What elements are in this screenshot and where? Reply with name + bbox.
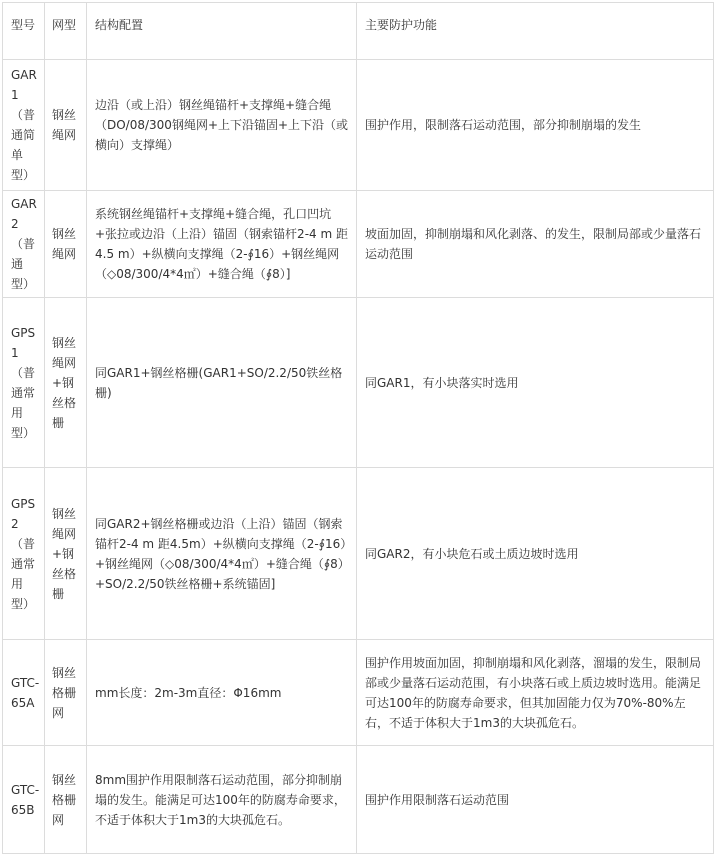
table-header-row xyxy=(3,3,714,60)
table-row xyxy=(3,298,714,468)
structure-text: 8mm围护作用限制落石运动范围，部分抑制崩塌的发生。能满足可达100年的防腐寿命要求，不适于体积大于1m3的大块孤危石。 xyxy=(95,772,346,827)
model-text: GAR1（普通简单型） xyxy=(11,68,37,182)
cell-model xyxy=(3,640,45,746)
structure-text: 同GAR2+钢丝格栅或边沿（上沿）锚固（钢索锚杆2-4 m 距4.5m）+纵横向支撑绳（2-∮16）+钢丝绳网（◇08/300/4*4㎡）+缝合绳（∮8）+SO/2.2/50铁丝格栅+系统锚固] xyxy=(95,516,350,591)
cell-function xyxy=(357,468,714,640)
cell-net xyxy=(45,298,87,468)
cell-net xyxy=(45,640,87,746)
spec-table xyxy=(2,2,714,854)
header-net-text: 网型 xyxy=(52,18,77,32)
cell-net xyxy=(45,468,87,640)
net-text: 钢丝格栅网 xyxy=(52,772,77,827)
function-text: 围护作用坡面加固，抑制崩塌和风化剥落，溜塌的发生，限制局部或少量落石运动范围，有小块落石或上质边坡时选用。能满足可达100年的防腐寿命要求，但其加固能力仅为70%-80%左右，不适于体积大于1m3的大块孤危石。 xyxy=(365,655,702,730)
cell-net xyxy=(45,191,87,298)
structure-text: 系统钢丝绳锚杆+支撑绳+缝合绳，孔口凹坑+张拉或边沿（上沿）锚固（钢索锚杆2-4 m 距4.5 m）+纵横向支撑绳（2-∮16）+钢丝绳网（◇08/300/4*4㎡）+缝合绳（∮8）] xyxy=(95,207,348,281)
cell-model xyxy=(3,60,45,191)
cell-function xyxy=(357,60,714,191)
header-function xyxy=(357,3,714,60)
header-model xyxy=(3,3,45,60)
header-structure xyxy=(87,3,357,60)
cell-function xyxy=(357,298,714,468)
cell-model xyxy=(3,746,45,854)
cell-structure xyxy=(87,60,357,191)
cell-function xyxy=(357,191,714,298)
cell-model xyxy=(3,191,45,298)
net-text: 钢丝绳网+钢丝格栅 xyxy=(52,335,77,430)
table-row xyxy=(3,468,714,640)
function-text: 同GAR1，有小块落实时选用 xyxy=(365,375,519,390)
cell-model xyxy=(3,298,45,468)
model-text: GTC-65A xyxy=(11,675,40,710)
table-row xyxy=(3,60,714,191)
model-text: GAR2（普通型） xyxy=(11,197,37,291)
table-row xyxy=(3,640,714,746)
cell-structure xyxy=(87,468,357,640)
header-structure-text: 结构配置 xyxy=(95,18,144,32)
cell-net xyxy=(45,60,87,191)
net-text: 钢丝绳网+钢丝格栅 xyxy=(52,506,77,601)
structure-text: 边沿（或上沿）钢丝绳锚杆+支撑绳+缝合绳（DO/08/300钢绳网+上下沿锚固+上下沿（或横向）支撑绳） xyxy=(95,98,349,152)
function-text: 围护作用限制落石运动范围 xyxy=(365,792,510,807)
model-text: GPS1（普通常用型） xyxy=(11,325,36,440)
cell-structure xyxy=(87,298,357,468)
cell-structure xyxy=(87,746,357,854)
cell-structure xyxy=(87,191,357,298)
table-row xyxy=(3,191,714,298)
model-text: GTC-65B xyxy=(11,782,40,817)
cell-model xyxy=(3,468,45,640)
net-text: 钢丝绳网 xyxy=(52,108,77,142)
model-text: GPS2（普通常用型） xyxy=(11,496,36,611)
table-row xyxy=(3,746,714,854)
net-text: 钢丝格栅网 xyxy=(52,665,77,720)
cell-structure xyxy=(87,640,357,746)
function-text: 同GAR2，有小块危石或土质边坡时选用 xyxy=(365,546,579,561)
header-model-text: 型号 xyxy=(11,18,36,32)
header-function-text: 主要防护功能 xyxy=(365,18,438,32)
structure-text: mm长度：2m-3m直径：Φ16mm xyxy=(95,685,282,700)
cell-function xyxy=(357,746,714,854)
cell-function xyxy=(357,640,714,746)
function-text: 坡面加固，抑制崩塌和风化剥落、的发生，限制局部或少量落石运动范围 xyxy=(365,227,702,261)
header-net xyxy=(45,3,87,60)
net-text: 钢丝绳网 xyxy=(52,227,77,261)
cell-net xyxy=(45,746,87,854)
structure-text: 同GAR1+钢丝格栅(GAR1+SO/2.2/50铁丝格栅) xyxy=(95,365,343,400)
function-text: 围护作用，限制落石运动范围，部分抑制崩塌的发生 xyxy=(365,118,642,132)
